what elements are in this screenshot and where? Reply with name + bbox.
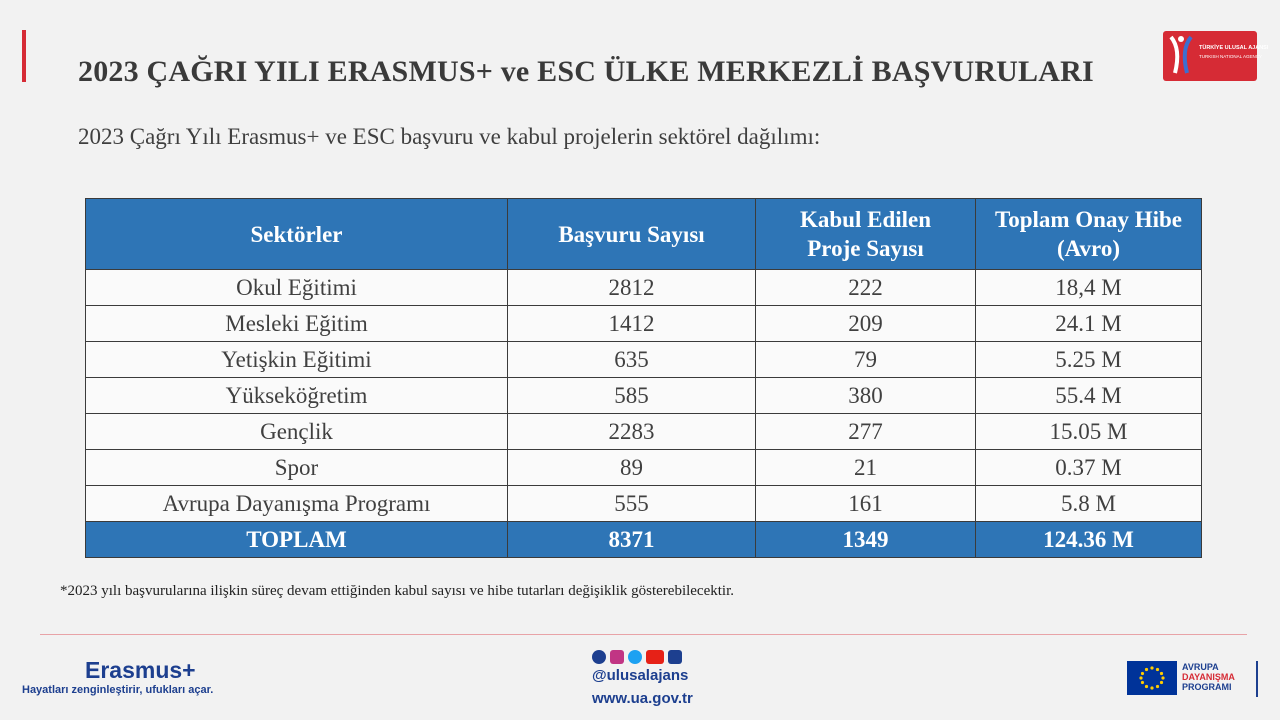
instagram-icon[interactable] (610, 650, 624, 664)
footer-divider (40, 634, 1247, 635)
facebook-icon[interactable] (592, 650, 606, 664)
applications-cell: 555 (508, 486, 756, 522)
accepted-cell: 21 (756, 450, 976, 486)
applications-cell: 2283 (508, 414, 756, 450)
ulusal-ajans-logo (1163, 31, 1269, 81)
grant-cell: 55.4 M (976, 378, 1202, 414)
ulusal-ajans-emblem-icon (1165, 33, 1197, 79)
grant-cell: 5.25 M (976, 342, 1202, 378)
esc-line-3: PROGRAMI (1182, 682, 1232, 692)
grant-cell: 18,4 M (976, 270, 1202, 306)
total-applications-cell: 8371 (508, 522, 756, 558)
column-header-grant: Toplam Onay Hibe (Avro) (976, 199, 1202, 270)
applications-cell: 1412 (508, 306, 756, 342)
logo-subtitle: TURKISH NATIONAL AGENCY (1199, 54, 1263, 59)
page-title: 2023 ÇAĞRI YILI ERASMUS+ ve ESC ÜLKE MERKEZLİ BAŞVURULARI (78, 55, 1094, 88)
table-row (86, 342, 1202, 378)
total-accepted-cell: 1349 (756, 522, 976, 558)
esc-line-2: DAYANIŞMA (1182, 672, 1235, 682)
sector-cell: Gençlik (86, 414, 508, 450)
social-icons (592, 649, 682, 665)
table-total-row (86, 522, 1202, 558)
linkedin-icon[interactable] (668, 650, 682, 664)
footnote: *2023 yılı başvurularına ilişkin süreç devam ettiğinden kabul sayısı ve hibe tutarları değişiklik gösterebilecektir. (60, 583, 735, 599)
logo-name: TÜRKİYE ULUSAL AJANSI (1199, 45, 1269, 51)
section-subtitle: 2023 Çağrı Yılı Erasmus+ ve ESC başvuru ve kabul projelerin sektörel dağılımı: (78, 124, 821, 149)
twitter-icon[interactable] (628, 650, 642, 664)
applications-cell: 89 (508, 450, 756, 486)
sector-cell: Yükseköğretim (86, 378, 508, 414)
website-link[interactable]: www.ua.gov.tr (592, 690, 693, 707)
applications-cell: 2812 (508, 270, 756, 306)
table-row (86, 414, 1202, 450)
grant-cell: 24.1 M (976, 306, 1202, 342)
accepted-cell: 79 (756, 342, 976, 378)
eu-flag-icon (1127, 661, 1177, 695)
youtube-icon[interactable] (646, 650, 664, 664)
applications-cell: 585 (508, 378, 756, 414)
grant-cell: 0.37 M (976, 450, 1202, 486)
column-header-accepted: Kabul Edilen Proje Sayısı (756, 199, 976, 270)
applications-cell: 635 (508, 342, 756, 378)
sector-cell: Yetişkin Eğitimi (86, 342, 508, 378)
esc-line-1: AVRUPA (1182, 662, 1219, 672)
accepted-cell: 161 (756, 486, 976, 522)
accepted-cell: 222 (756, 270, 976, 306)
social-handle[interactable]: @ulusalajans (592, 667, 689, 684)
grant-cell: 15.05 M (976, 414, 1202, 450)
sector-cell: Mesleki Eğitim (86, 306, 508, 342)
esc-logo (1127, 661, 1257, 697)
column-header-sectors: Sektörler (86, 199, 508, 270)
accepted-cell: 277 (756, 414, 976, 450)
sector-cell: Okul Eğitimi (86, 270, 508, 306)
column-header-applications: Başvuru Sayısı (508, 199, 756, 270)
table-row (86, 306, 1202, 342)
total-grant-cell: 124.36 M (976, 522, 1202, 558)
table-row (86, 486, 1202, 522)
table-row (86, 378, 1202, 414)
accepted-cell: 209 (756, 306, 976, 342)
grant-cell: 5.8 M (976, 486, 1202, 522)
erasmus-logo: Erasmus+ (85, 657, 196, 683)
esc-side-bar (1256, 661, 1258, 697)
esc-label (1182, 662, 1235, 692)
table-header-row (86, 199, 1202, 270)
erasmus-tagline: Hayatları zenginleştirir, ufukları açar. (22, 684, 214, 696)
sector-cell: Spor (86, 450, 508, 486)
total-label-cell: TOPLAM (86, 522, 508, 558)
sector-table (85, 198, 1202, 558)
table-row (86, 450, 1202, 486)
sector-cell: Avrupa Dayanışma Programı (86, 486, 508, 522)
table-row (86, 270, 1202, 306)
accepted-cell: 380 (756, 378, 976, 414)
title-accent-bar (22, 30, 26, 82)
